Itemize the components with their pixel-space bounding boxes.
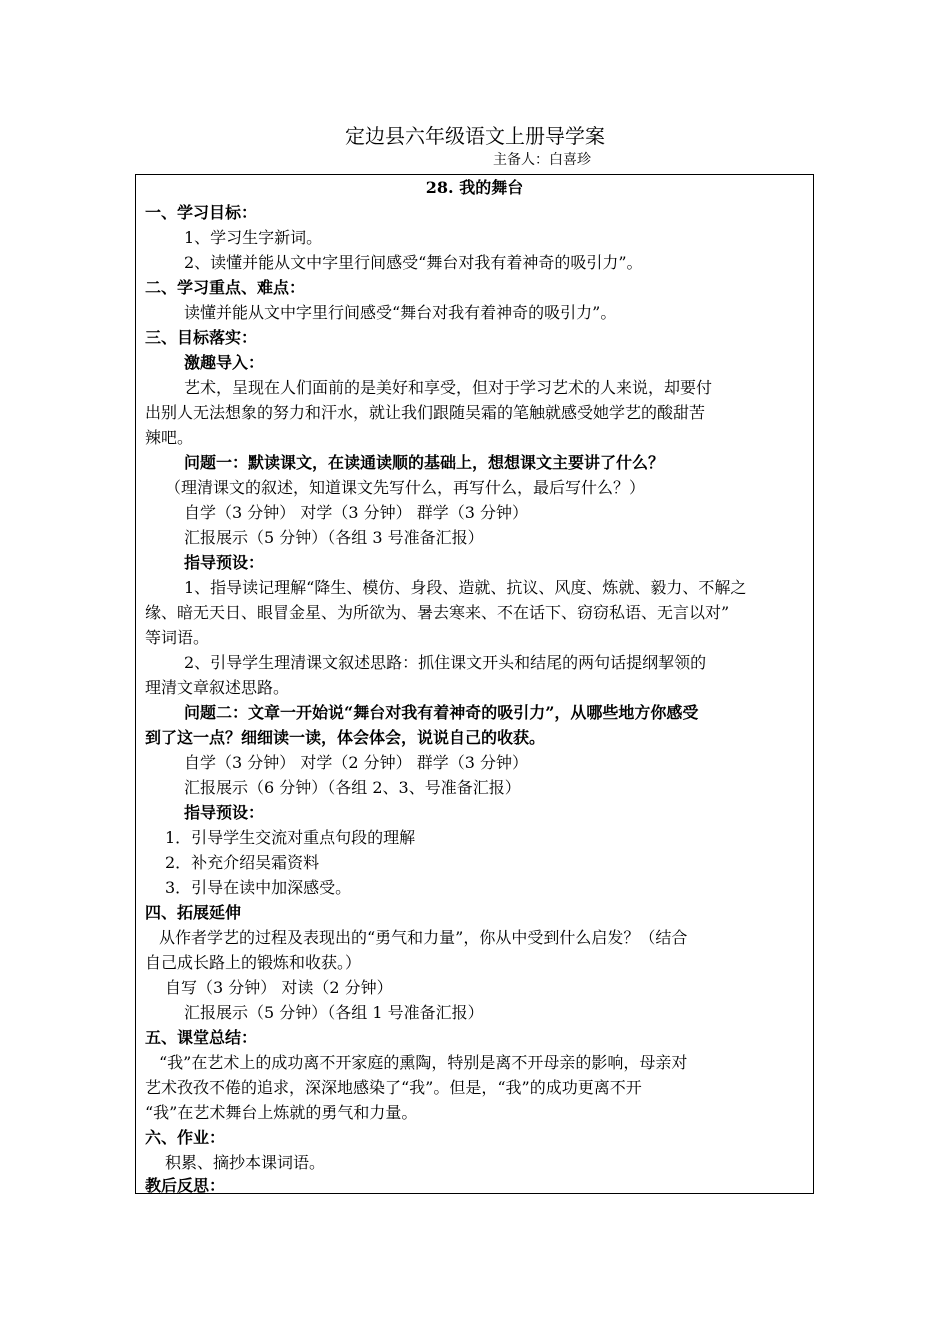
section-heading-summary: 五、课堂总结： xyxy=(145,1028,258,1047)
text-line: 汇报展示（6 分钟）（各组 2、3、号准备汇报） xyxy=(184,778,521,797)
text-line: 自学（3 分钟） 对学（2 分钟） 群学（3 分钟） xyxy=(184,753,528,772)
list-item: 1．引导学生交流对重点句段的理解 xyxy=(165,828,416,847)
question-two: 问题二：文章一开始说“舞台对我有着神奇的吸引力”，从哪些地方你感受 xyxy=(184,703,699,722)
document-title: 定边县六年级语文上册导学案 xyxy=(345,124,605,148)
section-heading-homework: 六、作业： xyxy=(145,1128,226,1147)
text-line: 等词语。 xyxy=(145,628,210,647)
text-line: “我”在艺术上的成功离不开家庭的熏陶，特别是离不开母亲的影响，母亲对 xyxy=(159,1053,688,1072)
section-heading-implementation: 三、目标落实： xyxy=(145,328,258,347)
subheading-guidance: 指导预设： xyxy=(184,803,265,822)
section-heading-extension: 四、拓展延伸 xyxy=(145,903,242,922)
text-line: 缘、暗无天日、眼冒金星、为所欲为、暑去寒来、不在话下、窃窃私语、无言以对” xyxy=(145,603,730,622)
text-line: 积累、摘抄本课词语。 xyxy=(165,1153,326,1172)
question-two-cont: 到了这一点？细细读一读，体会体会，说说自己的收获。 xyxy=(145,728,546,747)
text-line: 1、学习生字新词。 xyxy=(184,228,323,247)
subheading-intro: 激趣导入： xyxy=(184,353,265,372)
text-line: 自学（3 分钟） 对学（3 分钟） 群学（3 分钟） xyxy=(184,503,528,522)
text-line: 理清文章叙述思路。 xyxy=(145,678,290,697)
text-line: 艺术孜孜不倦的追求，深深地感染了“我”。但是，“我”的成功更离不开 xyxy=(145,1078,642,1097)
text-line: 汇报展示（5 分钟）（各组 3 号准备汇报） xyxy=(184,528,484,547)
text-line: 2、引导学生理清课文叙述思路：抓住课文开头和结尾的两句话提纲挈领的 xyxy=(184,653,707,672)
text-line: 艺术，呈现在人们面前的是美好和享受，但对于学习艺术的人来说，却要付 xyxy=(184,378,713,397)
text-line: 从作者学艺的过程及表现出的“勇气和力量”，你从中受到什么启发？（结合 xyxy=(159,928,688,947)
text-line: 自写（3 分钟） 对读（2 分钟） xyxy=(165,978,393,997)
lesson-title: 28. 我的舞台 xyxy=(425,178,524,197)
list-item: 3．引导在读中加深感受。 xyxy=(165,878,352,897)
text-line: 自己成长路上的锻炼和收获。） xyxy=(145,953,362,972)
text-line: 辣吧。 xyxy=(145,428,194,447)
text-line: （理清课文的叙述，知道课文先写什么，再写什么，最后写什么？） xyxy=(165,478,646,497)
section-heading-reflection: 教后反思： xyxy=(145,1176,226,1195)
author-line: 主备人：白喜珍 xyxy=(493,152,591,168)
text-line: 汇报展示（5 分钟）（各组 1 号准备汇报） xyxy=(184,1003,484,1022)
text-line: 2、读懂并能从文中字里行间感受“舞台对我有着神奇的吸引力”。 xyxy=(184,253,643,272)
text-line: “我”在艺术舞台上炼就的勇气和力量。 xyxy=(145,1103,418,1122)
section-heading-objectives: 一、学习目标： xyxy=(145,203,258,222)
subheading-guidance: 指导预设： xyxy=(184,553,265,572)
text-line: 1、指导读记理解“降生、模仿、身段、造就、抗议、风度、炼就、毅力、不解之 xyxy=(184,578,747,597)
lesson-plan-table xyxy=(135,174,814,1194)
section-heading-key-points: 二、学习重点、难点： xyxy=(145,278,306,297)
question-one: 问题一：默读课文，在读通读顺的基础上，想想课文主要讲了什么？ xyxy=(184,453,665,472)
list-item: 2．补充介绍吴霜资料 xyxy=(165,853,320,872)
text-line: 出别人无法想象的努力和汗水，就让我们跟随吴霜的笔触就感受她学艺的酸甜苦 xyxy=(145,403,706,422)
text-line: 读懂并能从文中字里行间感受“舞台对我有着神奇的吸引力”。 xyxy=(184,303,617,322)
